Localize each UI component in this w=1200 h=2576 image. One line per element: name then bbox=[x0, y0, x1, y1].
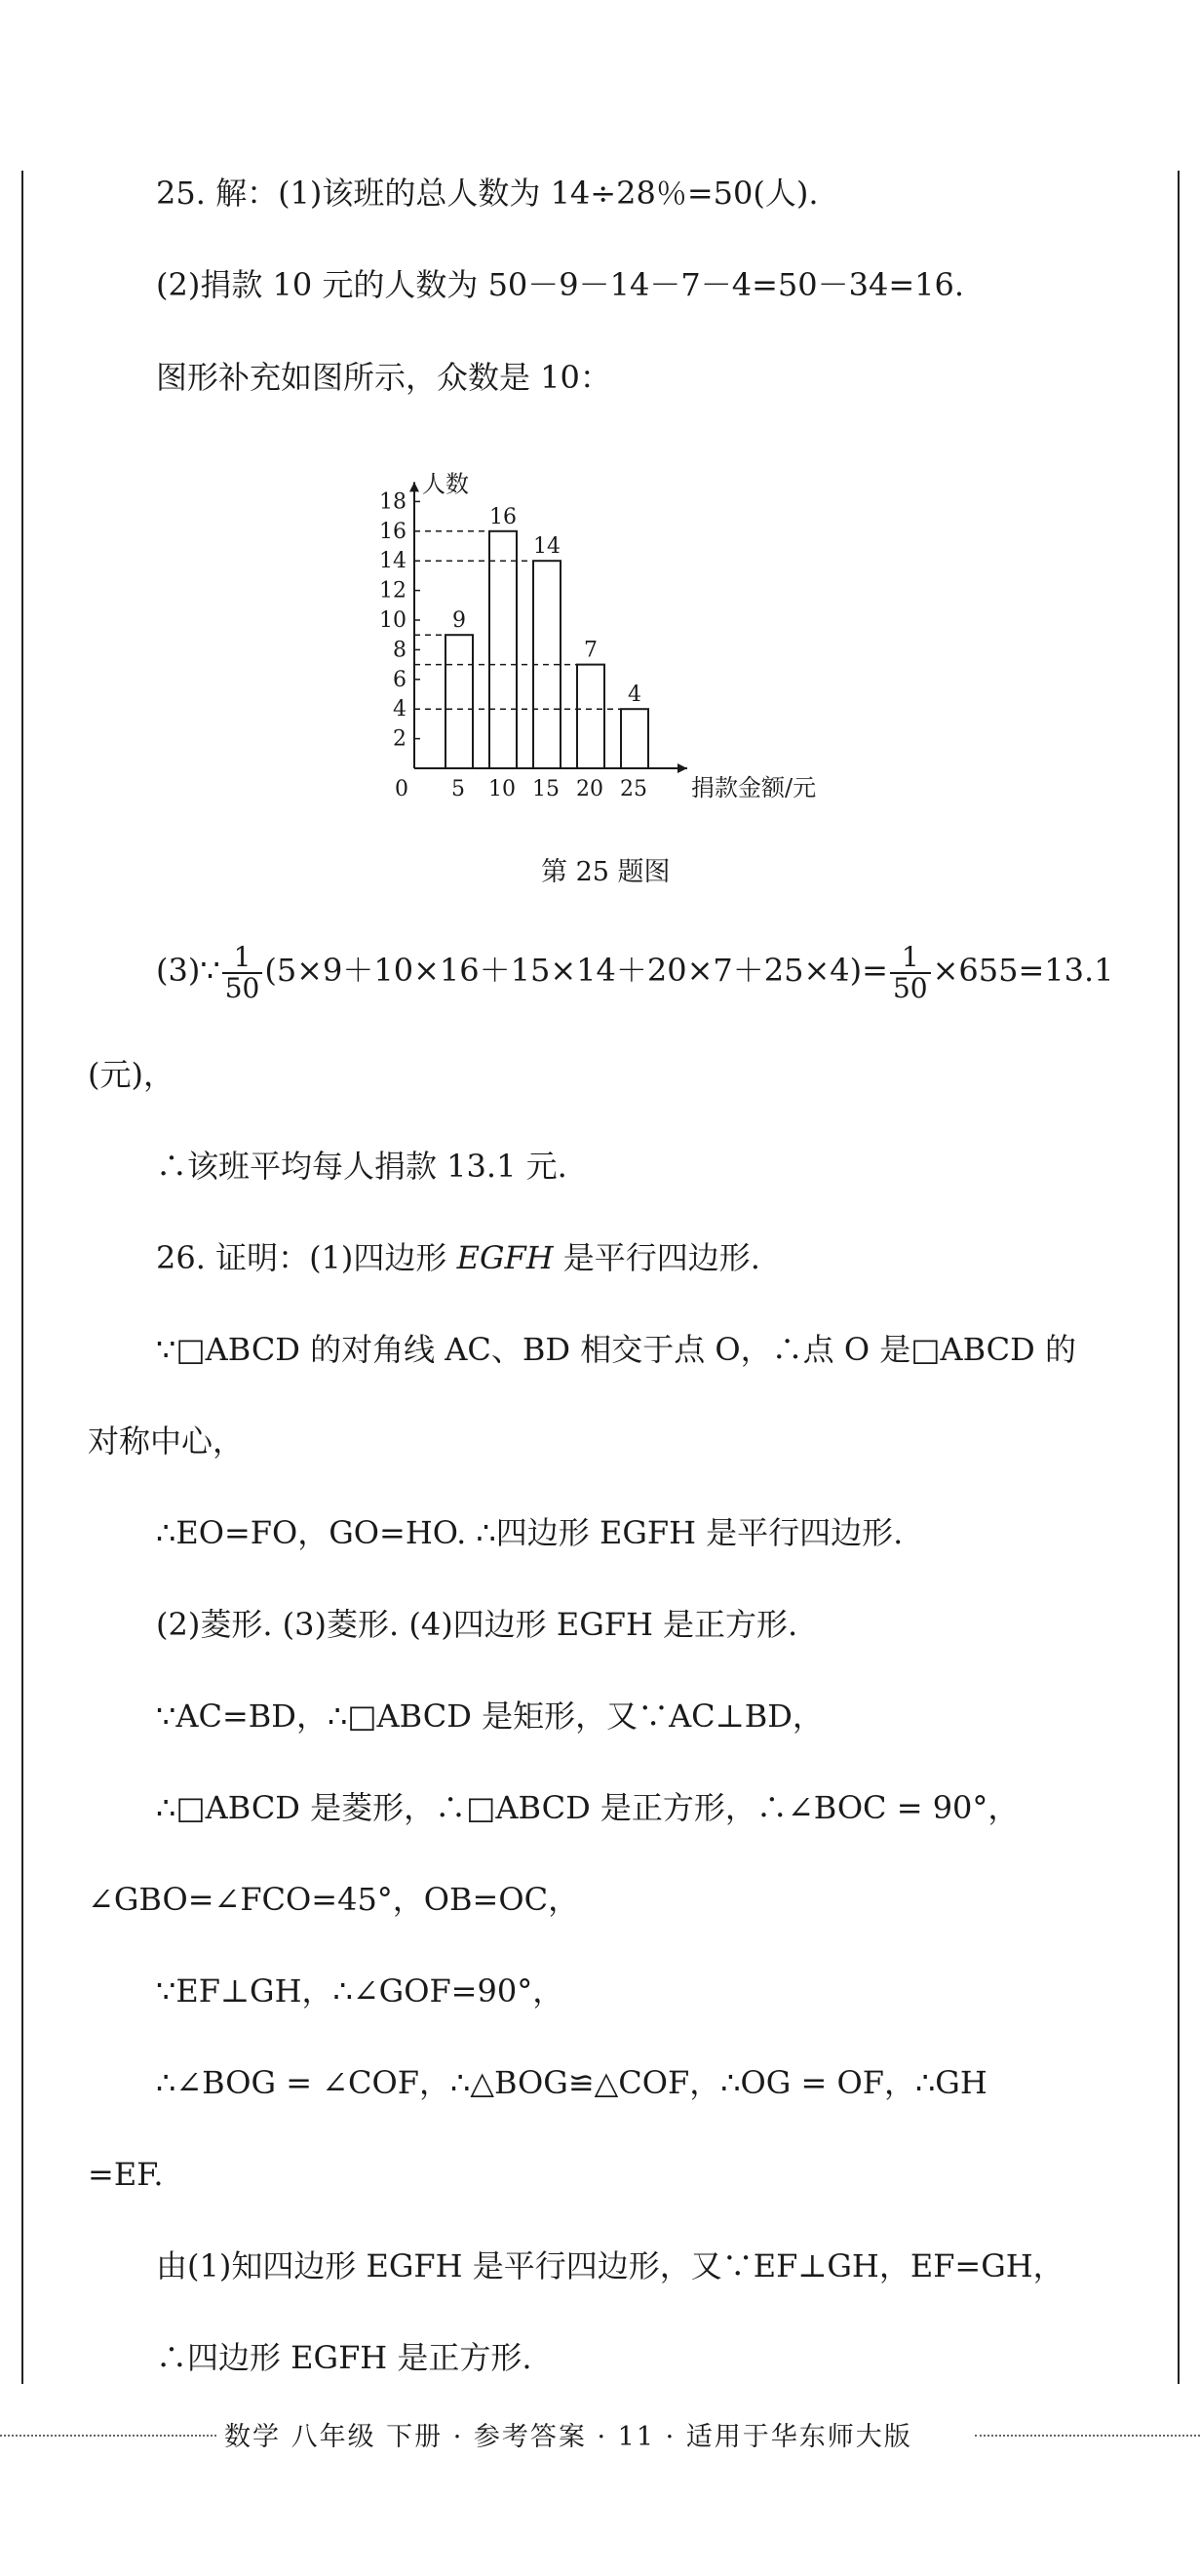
fraction-denominator: 50 bbox=[224, 971, 260, 1004]
footer-dotted-rule-right bbox=[975, 2435, 1200, 2437]
y-tick-label: 14 bbox=[379, 549, 406, 574]
q25-line-2: (2)捐款 10 元的人数为 50－9－14－7－4=50－34=16. bbox=[156, 266, 965, 303]
bar-chart bbox=[361, 439, 848, 809]
bar bbox=[489, 531, 517, 768]
q26-line-1-c: 是平行四边形. bbox=[553, 1239, 760, 1276]
q25-line-6: ∴该班平均每人捐款 13.1 元. bbox=[156, 1148, 567, 1185]
bar bbox=[577, 665, 604, 768]
y-tick-label: 8 bbox=[393, 638, 406, 663]
left-border-rule bbox=[21, 171, 23, 2384]
bar bbox=[445, 635, 473, 768]
q25-line-5: (元)， bbox=[88, 1056, 174, 1093]
q26-line-9: ∵EF⊥GH，∴∠GOF=90°， bbox=[156, 1972, 564, 2010]
x-tick-label: 15 bbox=[532, 777, 560, 801]
q26-line-7: ∴□ABCD 是菱形，∴□ABCD 是正方形，∴∠BOC = 90°， bbox=[156, 1789, 1020, 1826]
x-tick-label: 5 bbox=[451, 777, 465, 801]
bar-data-label: 9 bbox=[452, 608, 466, 634]
y-axis-title: 人数 bbox=[422, 470, 469, 498]
q26-line-12: 由(1)知四边形 EGFH 是平行四边形，又∵EF⊥GH，EF=GH， bbox=[156, 2247, 1065, 2284]
q25-line-1: 25. 解：(1)该班的总人数为 14÷28％=50(人). bbox=[156, 175, 819, 212]
footer-dotted-rule-left bbox=[0, 2435, 216, 2437]
bar-data-label: 14 bbox=[533, 534, 561, 560]
fraction-1-50 bbox=[222, 940, 263, 1004]
q25-line-4 bbox=[156, 931, 1114, 1009]
y-tick-label: 6 bbox=[393, 667, 406, 692]
result: ×655=13.1 bbox=[932, 952, 1114, 989]
q26-line-10: ∴∠BOG = ∠COF，∴△BOG≌△COF，∴OG = OF，∴GH bbox=[156, 2064, 987, 2101]
bar bbox=[621, 709, 648, 768]
fraction-numerator: 1 bbox=[222, 943, 263, 974]
q26-line-5: (2)菱形. (3)菱形. (4)四边形 EGFH 是正方形. bbox=[156, 1606, 798, 1643]
y-tick-label: 18 bbox=[379, 489, 406, 515]
q25-line-3: 图形补充如图所示，众数是 10： bbox=[156, 359, 611, 396]
y-axis-arrow-icon bbox=[409, 482, 419, 491]
q26-line-1-a: 26. 证明：(1)四边形 bbox=[156, 1239, 457, 1276]
q26-line-11: =EF. bbox=[88, 2156, 164, 2193]
bar-data-label: 7 bbox=[584, 638, 598, 663]
y-tick-label: 2 bbox=[393, 726, 406, 752]
y-tick-label: 4 bbox=[393, 697, 406, 722]
q26-line-1 bbox=[156, 1238, 760, 1277]
q26-line-1-b: EGFH bbox=[456, 1239, 554, 1276]
q26-line-4: ∴EO=FO，GO=HO. ∴四边形 EGFH 是平行四边形. bbox=[156, 1514, 904, 1551]
weighted-sum: (5×9＋10×16＋15×14＋20×7＋25×4)= bbox=[264, 952, 888, 989]
q26-line-3: 对称中心， bbox=[88, 1423, 245, 1460]
q26-line-8: ∠GBO=∠FCO=45°，OB=OC， bbox=[88, 1881, 580, 1918]
y-tick-label: 10 bbox=[379, 608, 406, 633]
bar-data-label: 4 bbox=[628, 683, 641, 708]
right-border-rule bbox=[1178, 171, 1180, 2384]
bar-data-label: 16 bbox=[489, 504, 517, 529]
x-axis-title: 捐款金额/元 bbox=[691, 774, 817, 801]
origin-label: 0 bbox=[395, 777, 408, 801]
fraction-1-50-second bbox=[890, 940, 931, 1004]
fraction-numerator: 1 bbox=[890, 943, 931, 974]
x-axis-arrow-icon bbox=[677, 763, 687, 773]
x-tick-label: 25 bbox=[620, 777, 647, 801]
page-footer: 数学 八年级 下册 · 参考答案 · 11 · 适用于华东师大版 bbox=[224, 2422, 912, 2452]
q26-line-2: ∵□ABCD 的对角线 AC、BD 相交于点 O，∴点 O 是□ABCD 的 bbox=[156, 1331, 1076, 1368]
fraction-denominator: 50 bbox=[892, 971, 928, 1004]
because-prefix: (3)∵ bbox=[156, 952, 220, 989]
y-tick-label: 12 bbox=[379, 578, 406, 604]
q26-line-6: ∵AC=BD，∴□ABCD 是矩形，又∵AC⊥BD， bbox=[156, 1698, 824, 1735]
chart-caption: 第 25 题图 bbox=[541, 857, 671, 887]
x-tick-label: 20 bbox=[576, 777, 603, 801]
x-tick-label: 10 bbox=[488, 777, 516, 801]
y-tick-label: 16 bbox=[379, 519, 406, 544]
q26-line-13: ∴四边形 EGFH 是正方形. bbox=[156, 2339, 532, 2376]
